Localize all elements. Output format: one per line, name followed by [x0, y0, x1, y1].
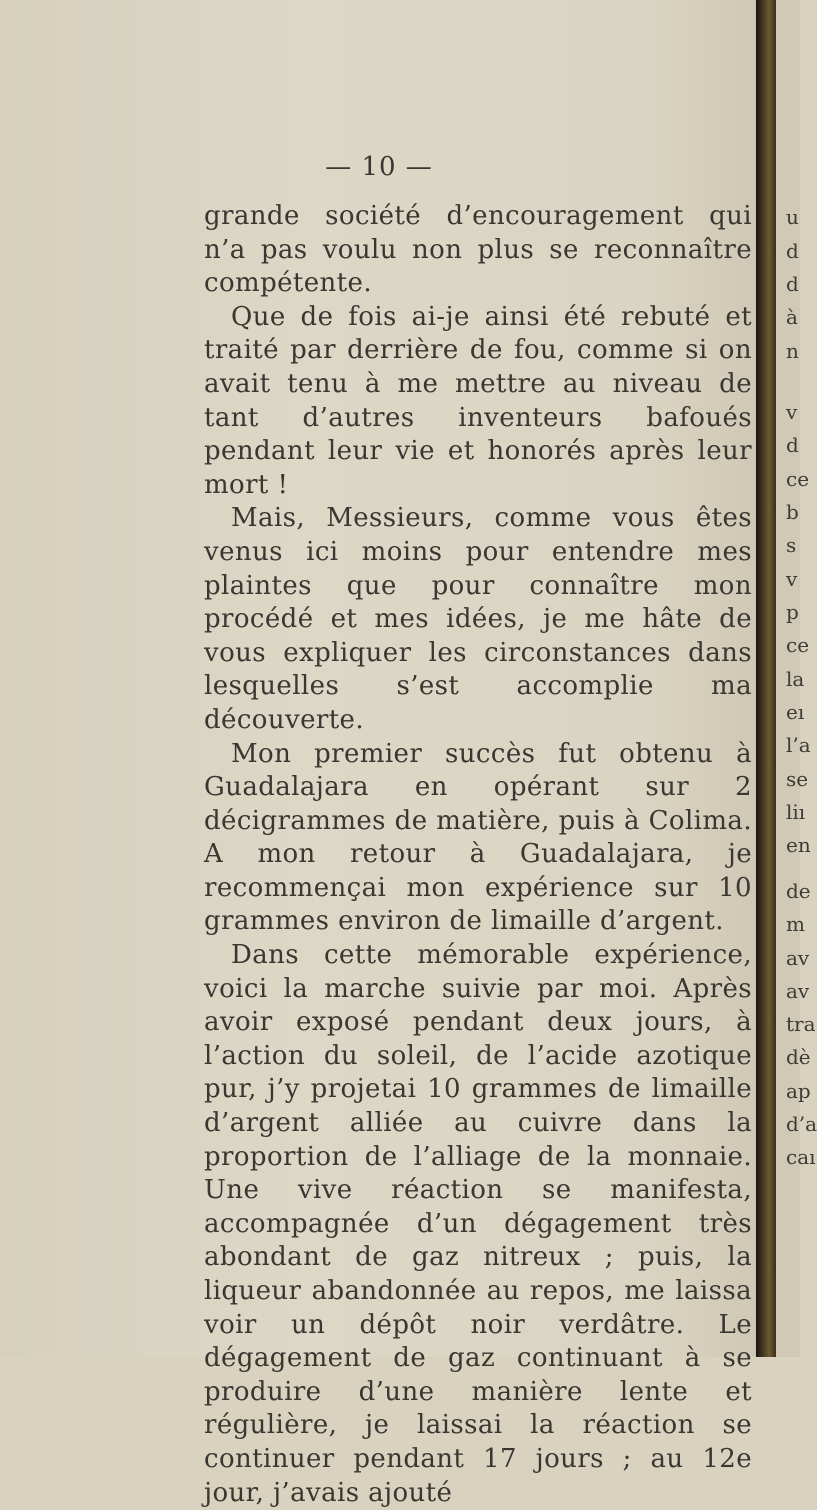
next-page-fragment: ce: [786, 467, 810, 491]
next-page-fragment: d: [786, 239, 799, 263]
next-page-fragment: ce: [786, 633, 810, 657]
next-page-fragment: tra: [786, 1012, 816, 1036]
paragraph-5: Dans cette mémorable expérience, voici la marche suivie par moi. Après avoir exposé pendant deux jours, à l’action du soleil, de l’acide azotique pur, j’y projetai 10 grammes de limaille d’argent alliée au cuivre dans la proportion de l’alliage de la monnaie. Une vive réaction se manifesta, accompagnée d’un dégagement très abondant de gaz nitreux ; puis, la liqueur abandonnée au repos, me laissa voir un dépôt noir verdâtre. Le dégagement de gaz continuant à se produire d’une manière lente et régulière, je laissai la réaction se continuer pendant 17 jours ; au 12e jour, j’avais ajouté: [204, 940, 752, 1508]
paragraph-1: grande société d’encouragement qui n’a pas voulu non plus se reconnaître compétente.: [204, 201, 752, 299]
next-page-fragment: v: [786, 567, 798, 591]
next-page-fragment: d’a: [786, 1112, 817, 1136]
next-page-fragment: se: [786, 767, 809, 791]
next-page-fragment: v: [786, 400, 798, 424]
next-page-fragment: dè: [786, 1045, 811, 1069]
book-gutter: [756, 0, 778, 1357]
next-page-fragment: s: [786, 533, 797, 557]
next-page-fragment: av: [786, 946, 810, 970]
next-page-fragment: en: [786, 833, 811, 857]
next-page-fragment: caı: [786, 1145, 816, 1169]
next-page-fragment: eı: [786, 700, 805, 724]
next-page-fragment: n: [786, 339, 799, 363]
next-page-fragment: la: [786, 667, 805, 691]
next-page-fragment: d: [786, 433, 799, 457]
next-page-fragment: av: [786, 979, 810, 1003]
next-page-fragment: l’a: [786, 733, 811, 757]
next-page-fragment: b: [786, 500, 799, 524]
paragraph-3: Mais, Messieurs, comme vous êtes venus ici moins pour entendre mes plaintes que pour connaître mon procédé et mes idées, je me hâte de vous expliquer les circonstances dans lesquelles s’est accomplie ma découverte.: [204, 503, 752, 735]
body-text: [204, 200, 752, 1510]
paragraph-2: Que de fois ai-je ainsi été rebuté et traité par derrière de fou, comme si on avait tenu à me mettre au niveau de tant d’autres inventeurs bafoués pendant leur vie et honorés après leur mort !: [204, 301, 752, 500]
next-page-fragment: de: [786, 879, 811, 903]
page-number-header: — 10 —: [325, 152, 433, 182]
next-page-fragment: liı: [786, 800, 806, 824]
next-page-fragment: m: [786, 912, 805, 936]
next-page-fragment: à: [786, 305, 798, 329]
next-page-fragment: u: [786, 205, 799, 229]
next-page-fragment: p: [786, 600, 799, 624]
next-page-fragment: ap: [786, 1079, 811, 1103]
next-page-fragment: d: [786, 272, 799, 296]
adjacent-page-edge: [776, 0, 817, 1357]
paragraph-4: Mon premier succès fut obtenu à Guadalajara en opérant sur 2 décigrammes de matière, puis à Colima. A mon retour à Guadalajara, je recommençai mon expérience sur 10 grammes environ de limaille d’argent.: [204, 738, 752, 937]
